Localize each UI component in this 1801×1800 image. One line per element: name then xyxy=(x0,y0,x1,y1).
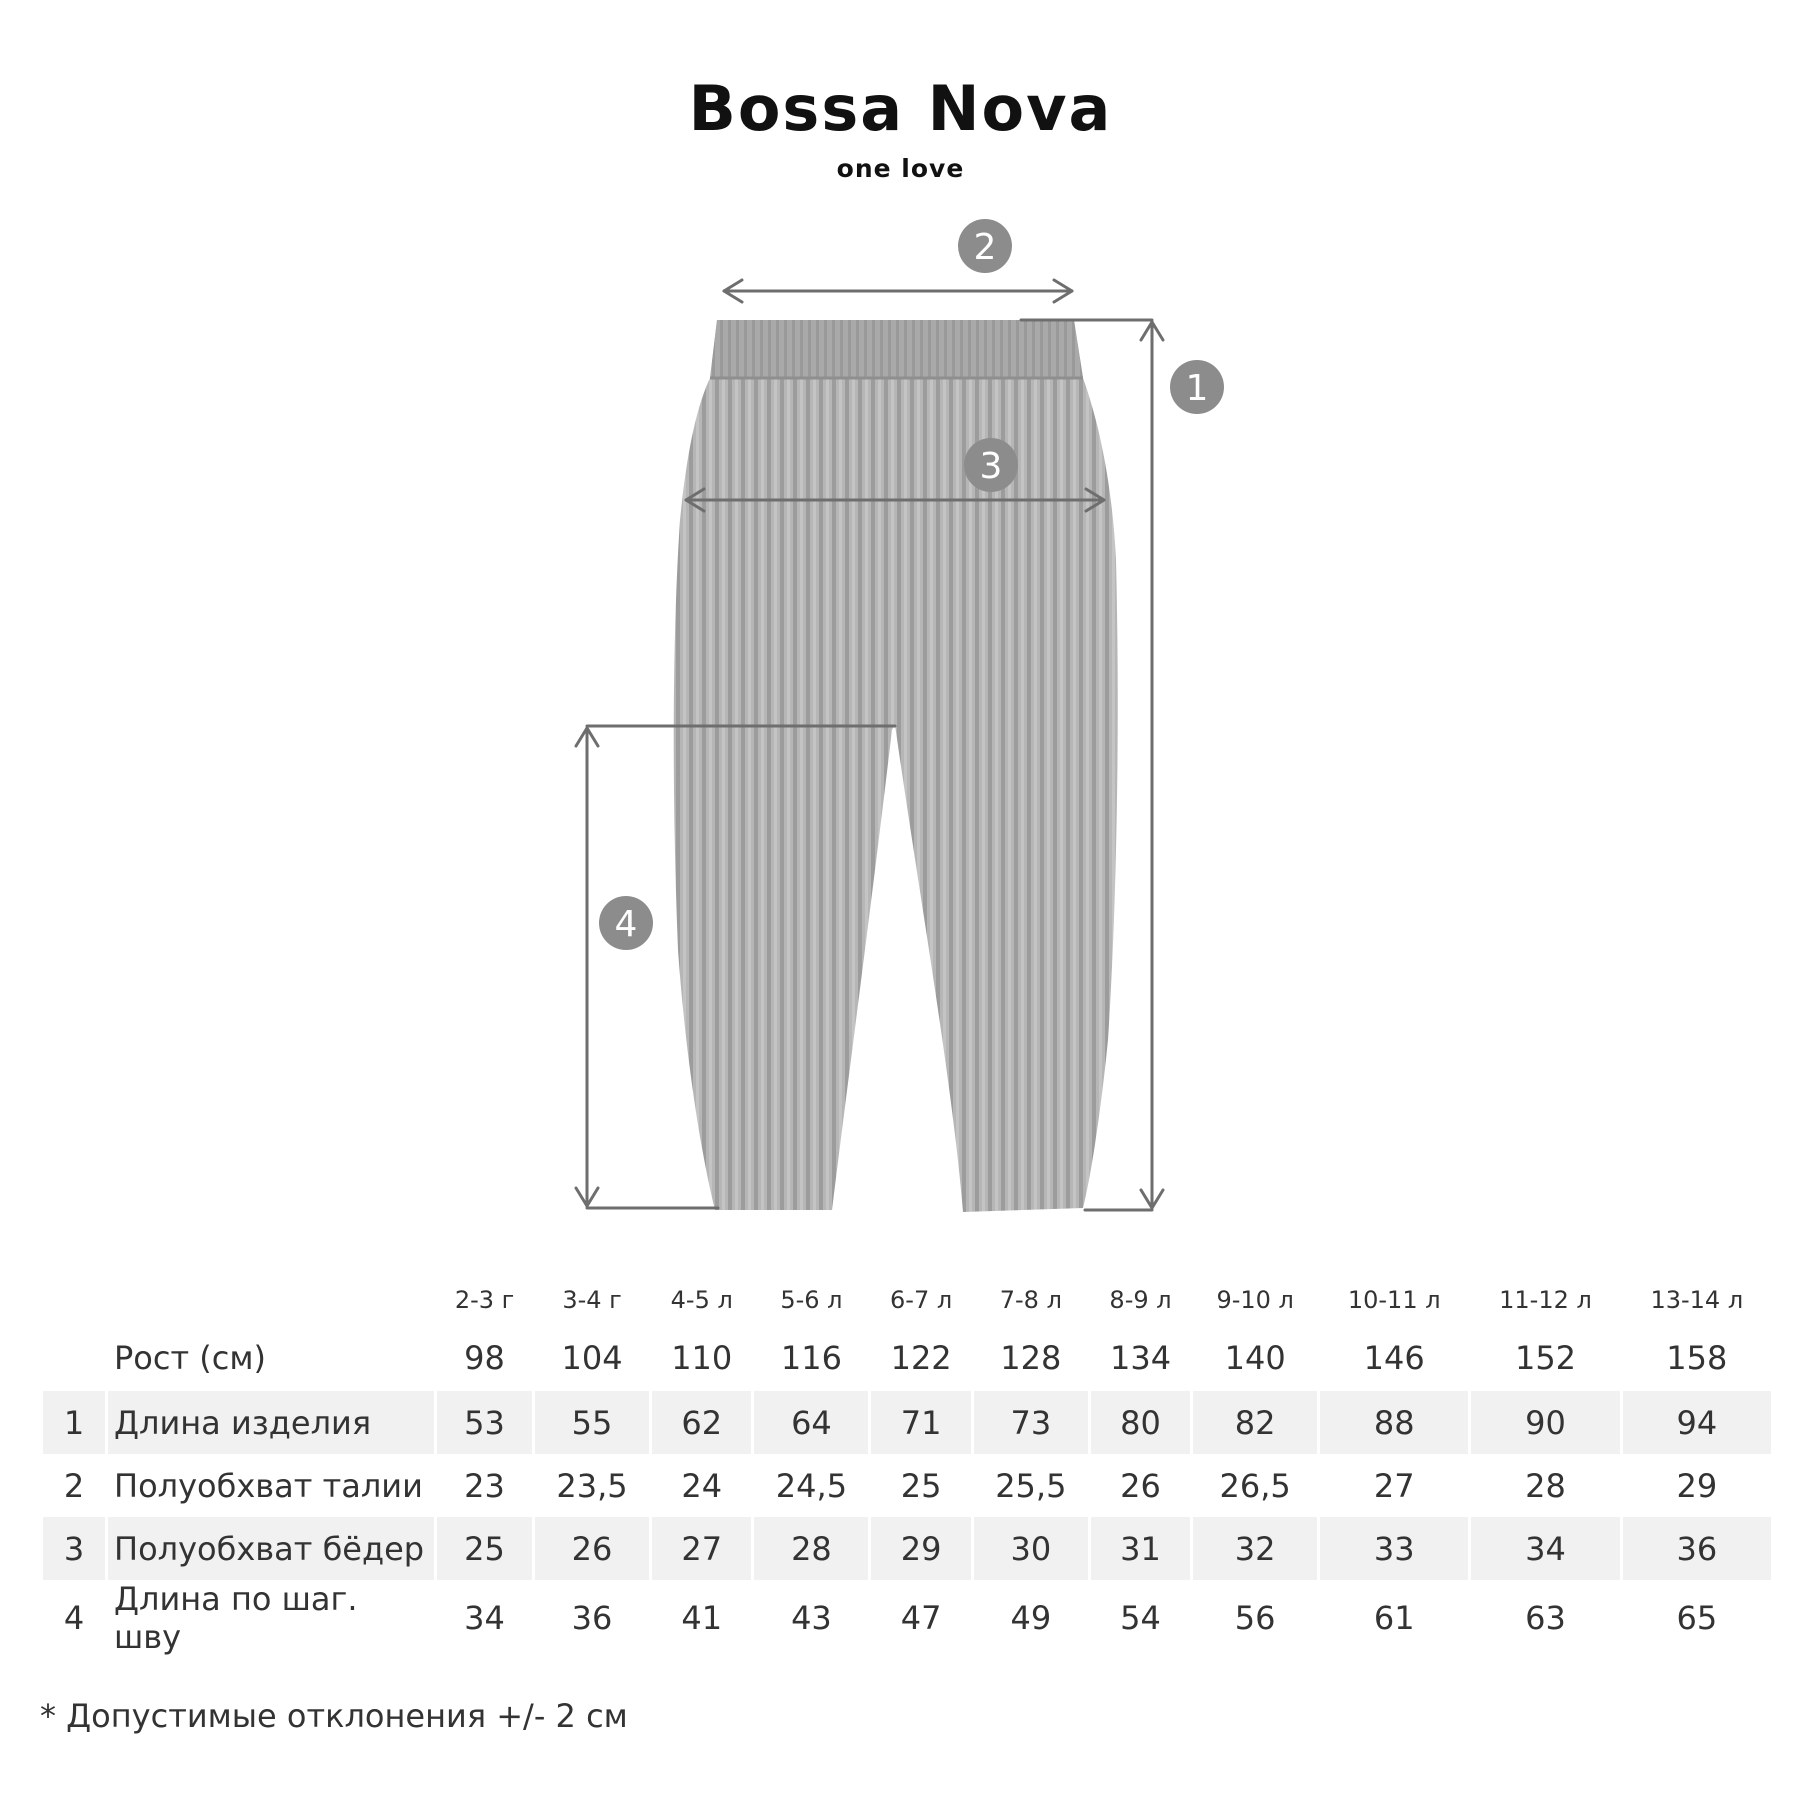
table-cell: 27 xyxy=(652,1517,751,1580)
pants-waistband xyxy=(710,320,1083,378)
table-cell: 26 xyxy=(535,1517,649,1580)
table-cell: 43 xyxy=(791,1599,832,1637)
table-cell: 63 xyxy=(1525,1599,1566,1637)
table-cell: 36 xyxy=(571,1599,613,1637)
table-cell: 65 xyxy=(1676,1599,1718,1637)
table-cell: 34 xyxy=(1471,1517,1619,1580)
badge-1-label: 1 xyxy=(1185,368,1209,409)
table-cell: 104 xyxy=(561,1339,623,1377)
table-cell: 55 xyxy=(535,1391,649,1454)
brand-name: Bossa Nova xyxy=(688,72,1113,145)
badge-2-label: 2 xyxy=(973,227,997,268)
table-cell: 49 xyxy=(1010,1599,1052,1637)
badge-4 xyxy=(599,896,653,950)
table-row xyxy=(43,1391,1771,1454)
table-cell: 31 xyxy=(1091,1517,1190,1580)
height-row xyxy=(43,1325,1771,1391)
table-cell: 29 xyxy=(871,1517,970,1580)
table-row xyxy=(43,1517,1771,1580)
pants-body xyxy=(674,320,1118,1212)
table-cell: 30 xyxy=(974,1517,1088,1580)
table-cell: 98 xyxy=(464,1339,505,1377)
table-row xyxy=(43,1454,1771,1517)
size-table xyxy=(40,1275,1774,1656)
badge-1 xyxy=(1170,360,1224,414)
table-cell: 56 xyxy=(1234,1599,1276,1637)
row-number: 3 xyxy=(43,1517,105,1580)
table-cell: 140 xyxy=(1224,1339,1286,1377)
row-label: Полуобхват бёдер xyxy=(108,1517,434,1580)
size-header: 7-8 л xyxy=(999,1286,1062,1314)
table-cell: 28 xyxy=(1525,1466,1566,1505)
table-cell: 25 xyxy=(437,1517,532,1580)
badge-3-label: 3 xyxy=(979,446,1003,487)
table-cell: 82 xyxy=(1193,1391,1317,1454)
row-number: 4 xyxy=(63,1599,85,1637)
badge-2 xyxy=(958,219,1012,273)
table-cell: 28 xyxy=(754,1517,868,1580)
table-cell: 53 xyxy=(437,1391,532,1454)
table-cell: 71 xyxy=(871,1391,970,1454)
footnote: * Допустимые отклонения +/- 2 см xyxy=(40,1697,628,1735)
brand-tagline: one love xyxy=(836,154,965,183)
row-label: Длина по шаг. шву xyxy=(114,1580,358,1656)
size-header: 8-9 л xyxy=(1109,1286,1172,1314)
row-number: 2 xyxy=(63,1466,85,1505)
table-cell: 158 xyxy=(1666,1339,1728,1377)
table-cell: 23 xyxy=(464,1466,505,1505)
table-cell: 23,5 xyxy=(556,1466,628,1505)
table-cell: 32 xyxy=(1193,1517,1317,1580)
table-cell: 26,5 xyxy=(1219,1466,1291,1505)
size-header: 5-6 л xyxy=(780,1286,843,1314)
arrow-waist-width xyxy=(724,280,1072,302)
table-cell: 54 xyxy=(1120,1599,1161,1637)
table-cell: 61 xyxy=(1373,1599,1415,1637)
size-header: 13-14 л xyxy=(1650,1286,1744,1314)
row-label: Рост (см) xyxy=(114,1339,266,1377)
size-header: 10-11 л xyxy=(1347,1286,1441,1314)
table-cell: 128 xyxy=(1000,1339,1062,1377)
table-cell: 27 xyxy=(1373,1466,1415,1505)
pants-illustration xyxy=(674,320,1118,1212)
table-cell: 24 xyxy=(681,1466,723,1505)
table-cell: 29 xyxy=(1676,1466,1718,1505)
table-cell: 110 xyxy=(671,1339,733,1377)
size-header: 3-4 г xyxy=(562,1286,622,1314)
table-cell: 34 xyxy=(464,1599,505,1637)
table-cell: 36 xyxy=(1623,1517,1771,1580)
size-header: 6-7 л xyxy=(890,1286,953,1314)
table-cell: 80 xyxy=(1091,1391,1190,1454)
table-cell: 25 xyxy=(900,1466,942,1505)
table-cell: 25,5 xyxy=(995,1466,1067,1505)
table-cell: 90 xyxy=(1471,1391,1619,1454)
table-cell: 26 xyxy=(1120,1466,1161,1505)
table-cell: 94 xyxy=(1623,1391,1771,1454)
header-spacer xyxy=(108,1275,434,1325)
badge-4-label: 4 xyxy=(614,904,638,945)
table-cell: 41 xyxy=(681,1599,723,1637)
size-header: 9-10 л xyxy=(1216,1286,1294,1314)
table-cell: 122 xyxy=(890,1339,952,1377)
header-spacer xyxy=(43,1275,105,1325)
table-cell: 47 xyxy=(900,1599,942,1637)
row-label: Длина изделия xyxy=(108,1391,434,1454)
table-cell: 64 xyxy=(754,1391,868,1454)
size-header: 11-12 л xyxy=(1499,1286,1592,1314)
table-cell: 146 xyxy=(1363,1339,1425,1377)
table-cell: 73 xyxy=(974,1391,1088,1454)
row-number: 1 xyxy=(43,1391,105,1454)
size-header: 2-3 г xyxy=(454,1286,515,1314)
table-cell: 116 xyxy=(780,1339,842,1377)
size-header-row xyxy=(43,1275,1771,1325)
row-label: Полуобхват талии xyxy=(114,1466,423,1505)
table-cell: 88 xyxy=(1320,1391,1468,1454)
table-cell: 24,5 xyxy=(775,1466,848,1505)
size-header: 4-5 л xyxy=(670,1286,733,1314)
table-cell: 62 xyxy=(652,1391,751,1454)
badge-3 xyxy=(964,438,1018,492)
table-cell: 33 xyxy=(1320,1517,1468,1580)
table-row xyxy=(43,1580,1771,1656)
table-cell: 152 xyxy=(1514,1339,1577,1377)
table-cell: 134 xyxy=(1109,1339,1172,1377)
